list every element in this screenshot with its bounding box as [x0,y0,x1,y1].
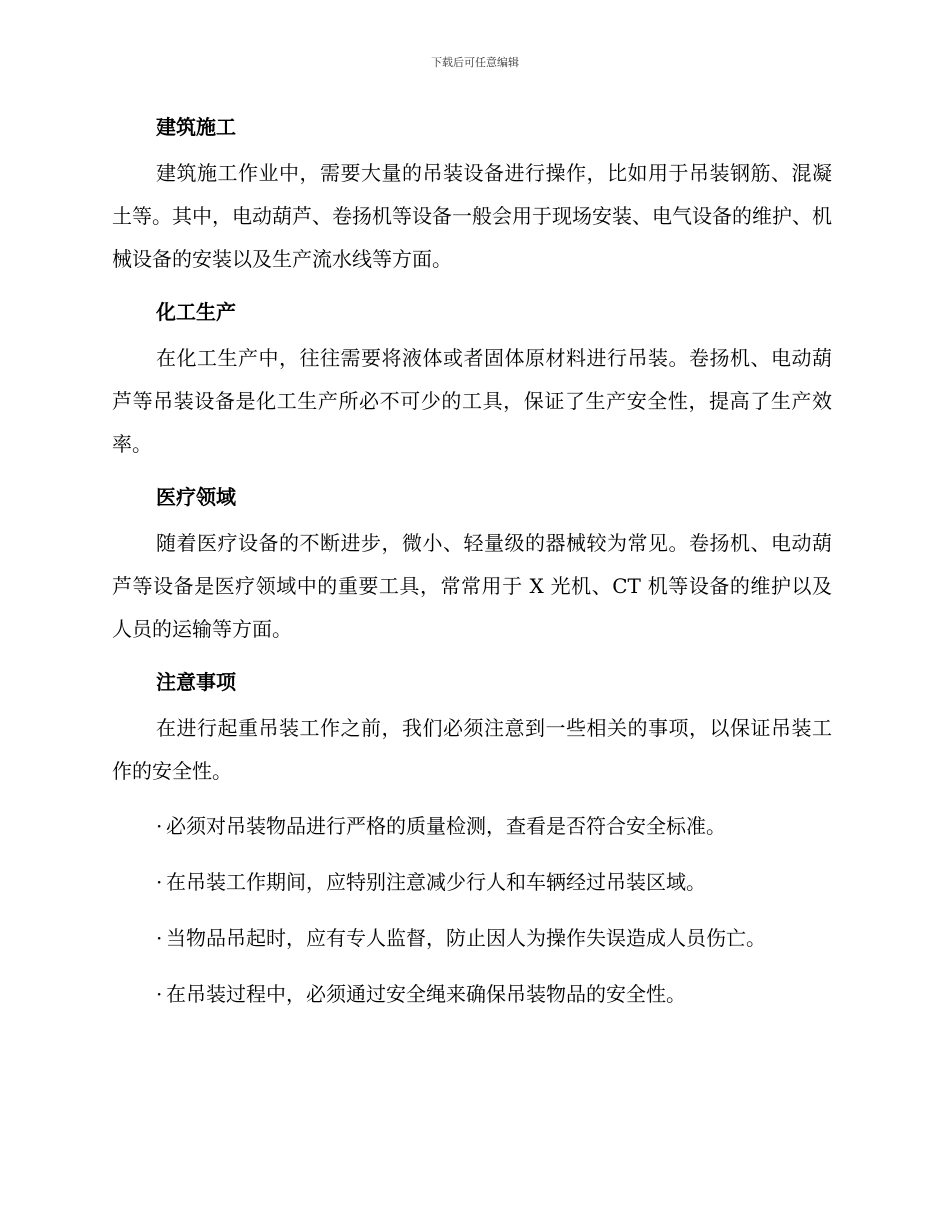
section-title-precautions: 注意事项 [156,670,236,694]
paragraph-precautions: 在进行起重吊装工作之前，我们必须注意到一些相关的事项，以保证吊装工作的安全性。 [112,716,832,783]
bullet-text: 当物品吊起时，应有专人监督，防止因人为操作失误造成人员伤亡。 [166,926,766,950]
bullet-marker: · [156,926,163,950]
paragraph-medical: 随着医疗设备的不断进步，微小、轻量级的器械较为常见。卷扬机、电动葫芦等设备是医疗领域中的重要工具，常常用于 X 光机、CT 机等设备的维护以及人员的运输等方面。 [112,531,832,641]
bullet-item [112,973,832,1016]
bullet-item [112,917,832,960]
section-title-medical: 医疗领域 [156,485,236,509]
bullet-text: 必须对吊装物品进行严格的质量检测，查看是否符合安全标准。 [166,814,726,838]
bullet-text: 在吊装过程中，必须通过安全绳来确保吊装物品的安全性。 [166,982,686,1006]
bullet-text: 在吊装工作期间，应特别注意减少行人和车辆经过吊装区域。 [166,870,706,894]
section-title-chemical: 化工生产 [156,300,236,324]
bullet-marker: · [156,814,163,838]
section-title-construction: 建筑施工 [156,115,236,139]
bullet-item [112,805,832,848]
paragraph-construction: 建筑施工作业中，需要大量的吊装设备进行操作，比如用于吊装钢筋、混凝土等。其中，电动葫芦、卷扬机等设备一般会用于现场安装、电气设备的维护、机械设备的安装以及生产流水线等方面。 [112,161,832,271]
bullet-marker: · [156,982,163,1006]
document-body [112,108,832,1029]
page-header: 下载后可任意编辑 [431,56,519,69]
paragraph-chemical: 在化工生产中，往往需要将液体或者固体原材料进行吊装。卷扬机、电动葫芦等吊装设备是化工生产所必不可少的工具，保证了生产安全性，提高了生产效率。 [112,346,832,456]
bullet-marker: · [156,870,163,894]
bullet-item [112,861,832,904]
